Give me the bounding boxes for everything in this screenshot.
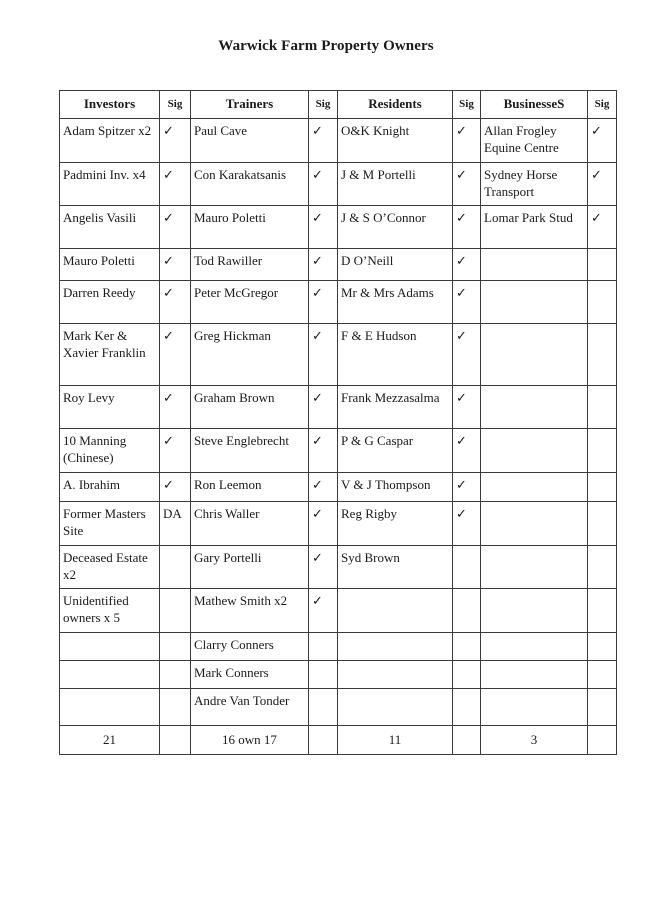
investor-cell: 10 Manning (Chinese) [60,429,160,473]
sig-resident-cell: ✓ [453,502,481,546]
sig-trainer-cell [309,661,338,689]
table-row [60,661,617,689]
business-cell [481,386,588,429]
sig-resident-cell: ✓ [453,386,481,429]
resident-cell: Reg Rigby [338,502,453,546]
sig-resident-cell: ✓ [453,324,481,386]
resident-cell: P & G Caspar [338,429,453,473]
table-row [60,473,617,502]
trainer-cell: Peter McGregor [191,281,309,324]
resident-cell [338,661,453,689]
business-cell [481,429,588,473]
trainer-cell: Mathew Smith x2 [191,589,309,633]
trainer-cell: Mark Conners [191,661,309,689]
sig-investor-cell [160,633,191,661]
table-row [60,589,617,633]
sig-investor-cell: ✓ [160,206,191,249]
investor-cell: Padmini Inv. x4 [60,163,160,206]
sig-investor-cell: ✓ [160,281,191,324]
sig-investor-cell: ✓ [160,386,191,429]
trainer-cell: Chris Waller [191,502,309,546]
business-cell: Sydney Horse Transport [481,163,588,206]
sig-trainer-cell: ✓ [309,546,338,589]
trainer-cell: Gary Portelli [191,546,309,589]
sig-trainer-cell: ✓ [309,589,338,633]
sig-trainer-cell: ✓ [309,249,338,281]
sig-resident-cell: ✓ [453,249,481,281]
sig-investor-cell [160,661,191,689]
investor-cell: Roy Levy [60,386,160,429]
header-investors: Investors [60,91,160,119]
investor-cell: Deceased Estate x2 [60,546,160,589]
investor-cell: Mauro Poletti [60,249,160,281]
resident-cell: F & E Hudson [338,324,453,386]
sig-investor-cell [160,689,191,726]
totals-row [60,726,617,755]
trainer-cell: Tod Rawiller [191,249,309,281]
business-cell [481,281,588,324]
sig-trainer-cell: ✓ [309,206,338,249]
investor-cell [60,689,160,726]
header-row [60,91,617,119]
business-cell [481,324,588,386]
trainer-cell: Clarry Conners [191,633,309,661]
sig-trainer-cell: ✓ [309,473,338,502]
table-row [60,502,617,546]
total-trainers: 16 own 17 [191,726,309,755]
sig-trainer-cell: ✓ [309,386,338,429]
header-sig-businesses: Sig [588,91,617,119]
sig-trainer-cell: ✓ [309,429,338,473]
trainer-cell: Con Karakatsanis [191,163,309,206]
total-sig-trainers [309,726,338,755]
sig-business-cell [588,689,617,726]
investor-cell [60,661,160,689]
sig-business-cell [588,249,617,281]
table-body [60,119,617,726]
investor-cell [60,633,160,661]
total-sig-investors [160,726,191,755]
investor-cell: A. Ibrahim [60,473,160,502]
sig-investor-cell: DA [160,502,191,546]
header-sig-residents: Sig [453,91,481,119]
sig-trainer-cell [309,689,338,726]
business-cell [481,249,588,281]
sig-investor-cell: ✓ [160,324,191,386]
header-sig-investors: Sig [160,91,191,119]
sig-resident-cell: ✓ [453,163,481,206]
business-cell [481,473,588,502]
business-cell [481,546,588,589]
sig-business-cell: ✓ [588,163,617,206]
header-residents: Residents [338,91,453,119]
sig-business-cell [588,502,617,546]
sig-investor-cell: ✓ [160,429,191,473]
business-cell [481,661,588,689]
trainer-cell: Graham Brown [191,386,309,429]
owners-table [59,90,617,755]
sig-investor-cell: ✓ [160,249,191,281]
investor-cell: Former Masters Site [60,502,160,546]
table-row [60,281,617,324]
resident-cell: O&K Knight [338,119,453,163]
sig-business-cell [588,324,617,386]
table-row [60,206,617,249]
trainer-cell: Paul Cave [191,119,309,163]
resident-cell [338,633,453,661]
resident-cell [338,689,453,726]
table-row [60,546,617,589]
sig-resident-cell [453,661,481,689]
trainer-cell: Steve Englebrecht [191,429,309,473]
resident-cell: D O’Neill [338,249,453,281]
sig-resident-cell: ✓ [453,206,481,249]
table-row [60,324,617,386]
sig-resident-cell: ✓ [453,119,481,163]
sig-trainer-cell: ✓ [309,324,338,386]
total-businesses: 3 [481,726,588,755]
business-cell [481,689,588,726]
sig-trainer-cell: ✓ [309,163,338,206]
sig-business-cell [588,429,617,473]
trainer-cell: Greg Hickman [191,324,309,386]
investor-cell: Angelis Vasili [60,206,160,249]
sig-investor-cell: ✓ [160,473,191,502]
sig-trainer-cell: ✓ [309,119,338,163]
sig-business-cell: ✓ [588,206,617,249]
investor-cell: Adam Spitzer x2 [60,119,160,163]
sig-resident-cell: ✓ [453,473,481,502]
business-cell: Allan Frogley Equine Centre [481,119,588,163]
sig-business-cell [588,633,617,661]
table-row [60,249,617,281]
header-sig-trainers: Sig [309,91,338,119]
sig-business-cell [588,546,617,589]
sig-resident-cell [453,589,481,633]
table-row [60,633,617,661]
sig-trainer-cell: ✓ [309,502,338,546]
sig-resident-cell [453,633,481,661]
sig-investor-cell: ✓ [160,163,191,206]
sig-business-cell [588,661,617,689]
table-row [60,429,617,473]
table-row [60,689,617,726]
business-cell [481,502,588,546]
sig-business-cell [588,589,617,633]
trainer-cell: Andre Van Tonder [191,689,309,726]
sig-investor-cell [160,589,191,633]
total-investors: 21 [60,726,160,755]
resident-cell [338,589,453,633]
total-sig-residents [453,726,481,755]
resident-cell: Syd Brown [338,546,453,589]
total-residents: 11 [338,726,453,755]
table-row [60,119,617,163]
table-row [60,163,617,206]
resident-cell: J & M Portelli [338,163,453,206]
sig-resident-cell [453,689,481,726]
sig-business-cell [588,386,617,429]
page-title: Warwick Farm Property Owners [218,38,434,54]
sig-resident-cell: ✓ [453,281,481,324]
sig-business-cell [588,281,617,324]
resident-cell: J & S O’Connor [338,206,453,249]
total-sig-businesses [588,726,617,755]
business-cell [481,633,588,661]
resident-cell: Frank Mezzasalma [338,386,453,429]
sig-trainer-cell [309,633,338,661]
business-cell: Lomar Park Stud [481,206,588,249]
resident-cell: V & J Thompson [338,473,453,502]
trainer-cell: Mauro Poletti [191,206,309,249]
sig-trainer-cell: ✓ [309,281,338,324]
header-trainers: Trainers [191,91,309,119]
header-businesses: BusinesseS [481,91,588,119]
table-row [60,386,617,429]
investor-cell: Mark Ker & Xavier Franklin [60,324,160,386]
trainer-cell: Ron Leemon [191,473,309,502]
sig-investor-cell: ✓ [160,119,191,163]
investor-cell: Unidentified owners x 5 [60,589,160,633]
resident-cell: Mr & Mrs Adams [338,281,453,324]
sig-resident-cell: ✓ [453,429,481,473]
sig-resident-cell [453,546,481,589]
sig-business-cell: ✓ [588,119,617,163]
business-cell [481,589,588,633]
sig-investor-cell [160,546,191,589]
sig-business-cell [588,473,617,502]
investor-cell: Darren Reedy [60,281,160,324]
